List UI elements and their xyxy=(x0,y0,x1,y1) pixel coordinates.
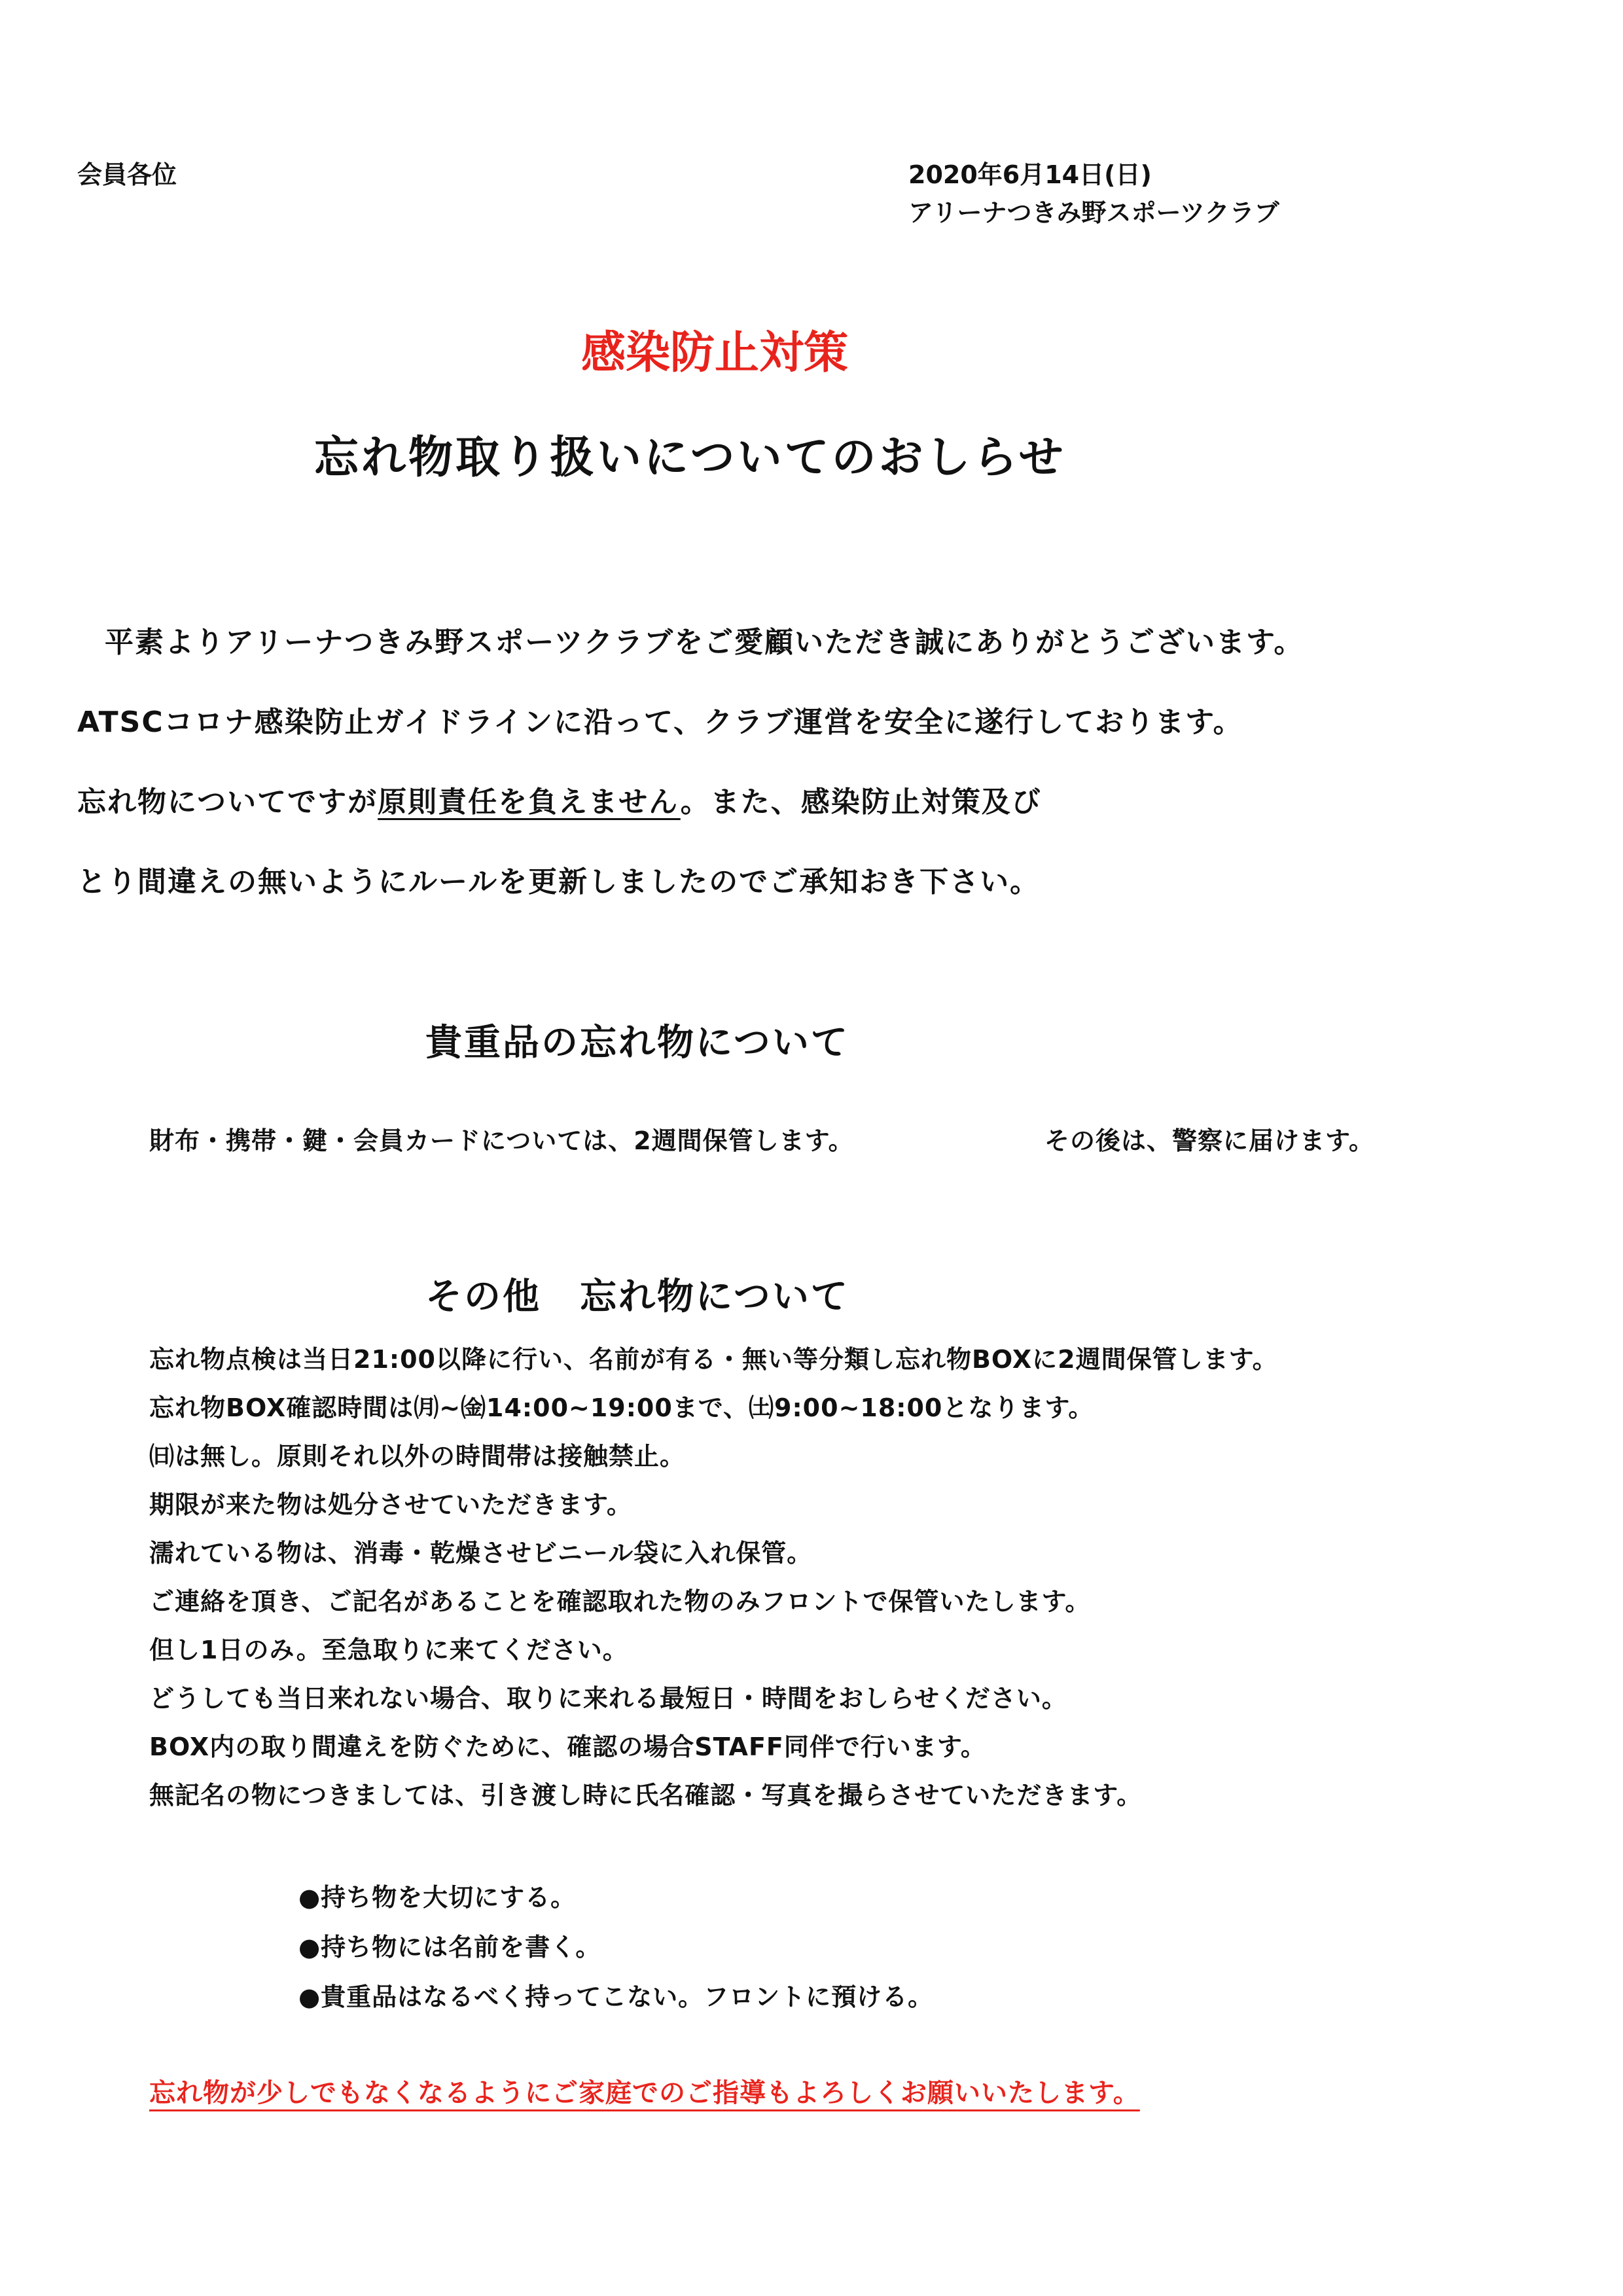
others-line: BOX内の取り間違えを防ぐために、確認の場合STAFF同伴で行います。 xyxy=(149,1732,986,1761)
others-line: 濡れている物は、消毒・乾燥させビニール袋に入れ保管。 xyxy=(149,1539,813,1568)
others-line: どうしても当日来れない場合、取りに来れる最短日・時間をおしらせください。 xyxy=(149,1684,1067,1713)
addressee: 会員各位 xyxy=(77,160,177,189)
organization-name: アリーナつきみ野スポーツクラブ xyxy=(908,198,1279,227)
closing-message: 忘れ物が少しでもなくなるようにご家庭でのご指導もよろしくお願いいたします。 xyxy=(149,2078,1140,2108)
intro-line-3-start: 忘れ物についてですが xyxy=(77,785,378,819)
others-line: ご連絡を頂き、ご記名があることを確認取れた物のみフロントで保管いたします。 xyxy=(149,1587,1091,1616)
title-infection-prevention: 感染防止対策 xyxy=(581,327,849,379)
intro-line-3 xyxy=(77,785,1042,819)
intro-line-4: とり間違えの無いようにルールを更新しましたのでご承知おき下さい。 xyxy=(77,865,1041,899)
valuables-police-text: その後は、警察に届けます。 xyxy=(1044,1126,1374,1155)
others-heading: その他 忘れ物について xyxy=(425,1276,849,1318)
others-line: ㈰は無し。原則それ以外の時間帯は接触禁止。 xyxy=(149,1442,686,1471)
intro-line-2: ATSCコロナ感染防止ガイドラインに沿って、クラブ運営を安全に遂行しております。 xyxy=(77,706,1243,739)
bullet-item: ●持ち物には名前を書く。 xyxy=(298,1933,601,1962)
others-line: 忘れ物BOX確認時間は㈪~㈮14:00~19:00まで、㈯9:00~18:00となります。 xyxy=(149,1393,1094,1422)
page-title: 忘れ物取り扱いについてのおしらせ xyxy=(314,432,1066,484)
intro-line-1: 平素よりアリーナつきみ野スポーツクラブをご愛顧いただき誠にありがとうございます。 xyxy=(105,626,1304,659)
intro-line-3-end: 。また、感染防止対策及び xyxy=(680,785,1042,819)
bullet-item: ●貴重品はなるべく持ってこない。フロントに預ける。 xyxy=(298,1982,934,2011)
document-date: 2020年6月14日(日) xyxy=(908,160,1152,189)
others-line: 但し1日のみ。至急取りに来てください。 xyxy=(149,1636,628,1664)
valuables-heading: 貴重品の忘れ物について xyxy=(425,1022,849,1064)
others-line: 期限が来た物は処分させていただきます。 xyxy=(149,1490,632,1519)
others-line: 忘れ物点検は当日21:00以降に行い、名前が有る・無い等分類し忘れ物BOXに2週間保管します。 xyxy=(149,1345,1278,1374)
no-responsibility-notice: 原則責任を負えません xyxy=(378,785,681,819)
others-line: 無記名の物につきましては、引き渡し時に氏名確認・写真を撮らさせていただきます。 xyxy=(149,1781,1143,1810)
bullet-item: ●持ち物を大切にする。 xyxy=(298,1883,577,1912)
valuables-storage-text: 財布・携帯・鍵・会員カードについては、2週間保管します。 xyxy=(149,1126,854,1155)
